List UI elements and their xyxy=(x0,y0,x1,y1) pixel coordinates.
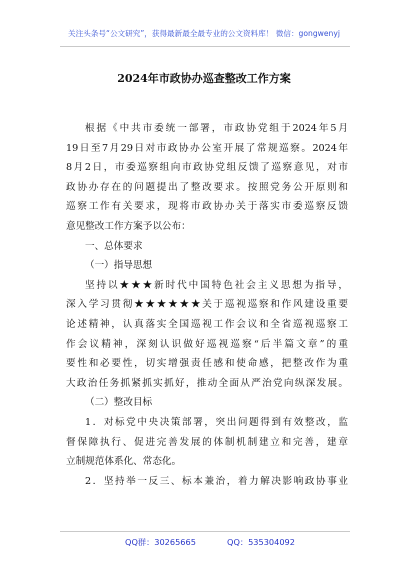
paragraph-line: 19日至7月29日对市政协办公室开展了常规巡察。2024年 xyxy=(66,142,348,154)
paragraph-line: 根据《中共市委统一部署，市政协党组于2024年5月 xyxy=(85,123,348,134)
paragraph-line: 要性和必要性，切实增强责任感和使命感，把整改作为重 xyxy=(66,358,348,370)
qq-contact-number: QQ：535304092 xyxy=(227,537,295,547)
header-banner: 关注头条号“公文研究”，获得最新最全最专业的公文资料库！ 微信：gongwenyj xyxy=(68,29,340,38)
paragraph-line: 巡察工作有关要求，现将市政协办关于落实市委巡察反馈 xyxy=(66,201,348,213)
paragraph-line: 坚持以★★★新时代中国特色社会主义思想为指导， xyxy=(85,279,348,291)
paragraph-line: 作会议精神，深刻认识做好巡视巡察“后半篇文章”的重 xyxy=(66,338,348,350)
paragraph-line: 论述精神，认真落实全国巡视工作会议和全省巡视巡察工 xyxy=(66,318,348,330)
paragraph-line: 深入学习贯彻★★★★★★关于巡视巡察和作风建设重要 xyxy=(66,299,348,311)
paragraph-line: 政协办存在的问题提出了整改要求。按照党务公开原则和 xyxy=(66,181,348,193)
subsection-heading: （一）指导思想 xyxy=(85,260,153,272)
paragraph-line: 立制规范体系化、常态化。 xyxy=(66,456,182,468)
document-title: 2024年市政协办巡查整改工作方案 xyxy=(117,72,291,85)
subsection-heading: （二）整改目标 xyxy=(85,397,153,409)
footer-divider xyxy=(60,531,350,532)
paragraph-line: 大政治任务抓紧抓实抓好，推动全面从严治党向纵深发展。 xyxy=(66,377,348,389)
paragraph-line: 2．坚持举一反三、标本兼治，着力解决影响政协事业 xyxy=(85,475,348,487)
paragraph-line: 督保障执行、促进完善发展的体制机制建立和完善，建章 xyxy=(66,436,348,448)
paragraph-line: 意见整改工作方案予以公布： xyxy=(66,220,191,232)
section-heading: 一、总体要求 xyxy=(85,240,143,252)
paragraph-line: 1．对标党中央决策部署，突出问题得到有效整改，监 xyxy=(85,416,348,428)
qq-group-number: QQ群：30265665 xyxy=(125,537,196,547)
document-body xyxy=(66,119,348,491)
paragraph-line: 8月2日，市委巡察组向市政协党组反馈了巡察意见，对市 xyxy=(66,162,348,174)
header-divider xyxy=(60,46,350,47)
